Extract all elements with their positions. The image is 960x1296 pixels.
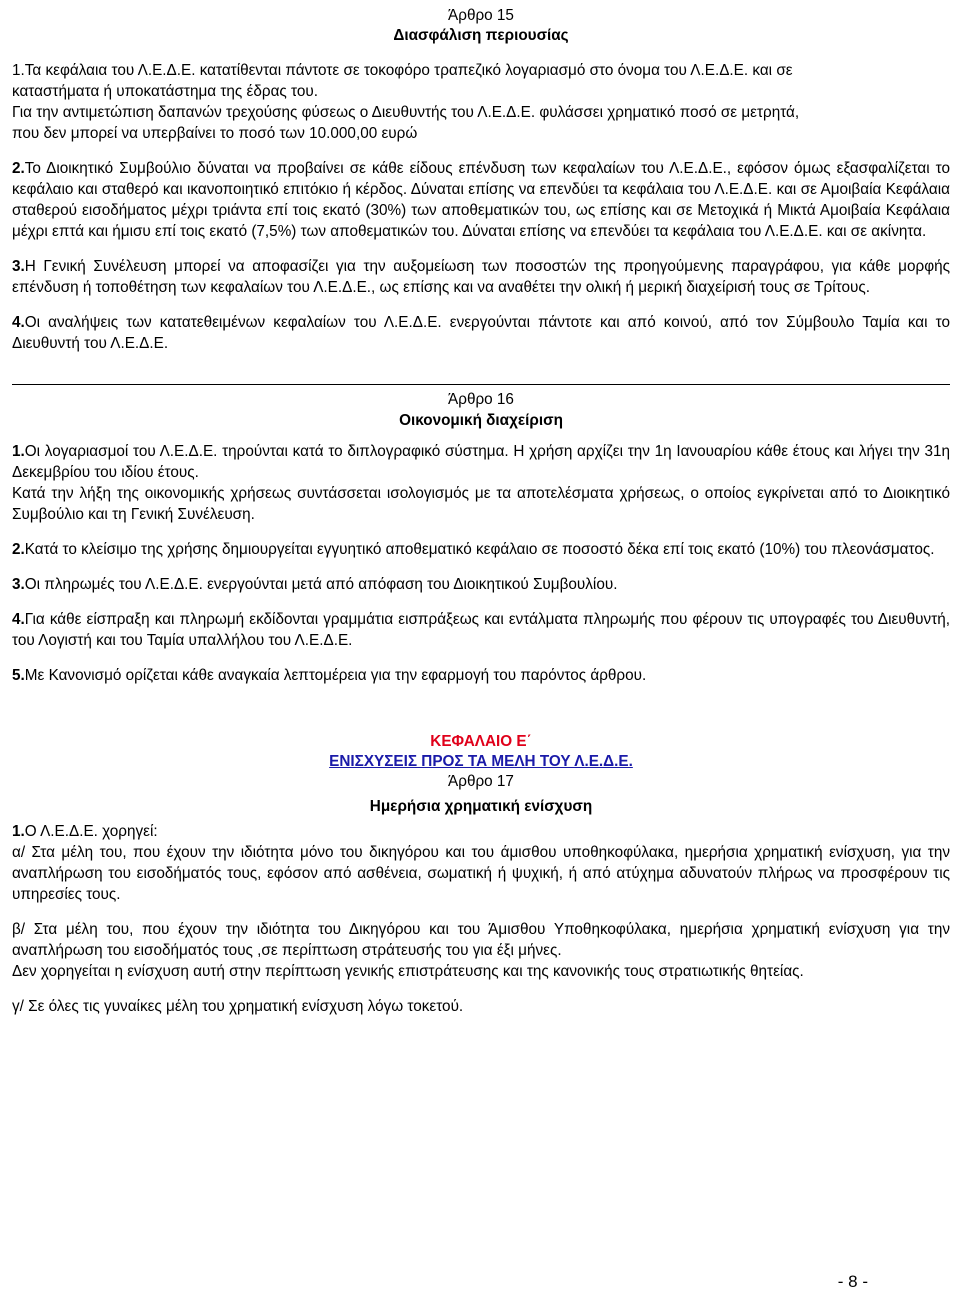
article-17-item-c: γ/ Σε όλες τις γυναίκες μέλη του χρηματική ενίσχυση λόγω τοκετού. [12,998,464,1015]
article-17-heading: Άρθρο 17 [448,773,514,790]
document-page [12,0,950,1017]
article-16-paragraph-2: 2.Κατά το κλείσιμο της χρήσης δημιουργείται εγγυητικό αποθεματικό κεφάλαιο σε ποσοστό δέκα επί τοις εκατό (10%) του πλεονάσματος. [12,541,935,558]
chapter-label: ΚΕΦΑΛΑΙΟ Ε΄ [430,733,532,750]
article-15-title: Διασφάλιση περιουσίας [393,27,569,44]
article-15-paragraph-1: 1.Τα κεφάλαια του Λ.Ε.Δ.Ε. κατατίθενται πάντοτε σε τοκοφόρο τραπεζικό λογαριασμό στο όνομα του Λ.Ε.Δ.Ε. και σε καταστήματα ή υποκατάστημα της έδρας του. Για την αντιμετώπιση δαπανών τρεχούσης φύσεως ο Διευθυντής του Λ.Ε.Δ.Ε. φυλάσσει χρηματικό ποσό σε μετρητά, που δεν μπορεί να υπερβαίνει το ποσό των 10.000,00 ευρώ [12,62,800,142]
article-16-paragraph-1: 1.Οι λογαριασμοί του Λ.Ε.Δ.Ε. τηρούνται κατά το διπλογραφικό σύστημα. Η χρήση αρχίζει την 1η Ιανουαρίου κάθε έτους και λήγει την 31η Δεκεμβρίου του ιδίου έτους. [12,443,950,481]
article-15-paragraph-4: 4.Οι αναλήψεις των κατατεθειμένων κεφαλαίων του Λ.Ε.Δ.Ε. ενεργούνται πάντοτε και από κοινού, από τον Σύμβουλο Ταμία και το Διευθυντή του Λ.Ε.Δ.Ε. [12,314,950,352]
article-16-title: Οικονομική διαχείριση [399,412,563,429]
article-17-paragraph-1: 1.Ο Λ.Ε.Δ.Ε. χορηγεί: [12,823,158,840]
chapter-title: ΕΝΙΣΧΥΣΕΙΣ ΠΡΟΣ ΤΑ ΜΕΛΗ ΤΟΥ Λ.Ε.Δ.Ε. [329,753,633,770]
article-17-item-b-note: Δεν χορηγείται η ενίσχυση αυτή στην περίπτωση γενικής επιστράτευσης και της κανονικής τους στρατιωτικής θητείας. [12,963,804,980]
article-16-paragraph-5: 5.Με Κανονισμό ορίζεται κάθε αναγκαία λεπτομέρεια για την εφαρμογή του παρόντος άρθρου. [12,667,647,684]
article-15-paragraph-3: 3.Η Γενική Συνέλευση μπορεί να αποφασίζει για την αυξομείωση των ποσοστών της προηγούμενης παραγράφου, για κάθε μορφής επένδυση ή τοποθέτηση των κεφαλαίων του Λ.Ε.Δ.Ε., ως επίσης και να αναθέτει την ολική ή μερική διαχείρισή τους σε Τρίτους. [12,258,950,296]
article-17-item-b: β/ Στα μέλη του, που έχουν την ιδιότητα του Δικηγόρου και του Άμισθου Υποθηκοφύλακα, ημερήσια χρηματική ενίσχυση για την αναπλήρωση του εισοδήματός τους ,σε περίπτωση στράτευσής του για έξι μήνες. [12,921,950,959]
article-16-paragraph-1b: Κατά την λήξη της οικονομικής χρήσεως συντάσσεται ισολογισμός με τα αποτελέσματα χρήσεως, ο οποίος εγκρίνεται από το Διοικητικό Συμβούλιο και τη Γενική Συνέλευση. [12,485,950,523]
article-17-item-a: α/ Στα μέλη του, που έχουν την ιδιότητα μόνο του δικηγόρου και του άμισθου υποθηκοφύλακα, ημερήσια χρηματική ενίσχυση, για την αναπλήρωση του εισοδήματός τους, εφόσον από ασθένεια, σωματική ή ψυχική, ή από ατύχημα αδυνατούν πλήρως να προσφέρουν τις υπηρεσίες τους. [12,844,950,903]
article-17-title: Ημερήσια χρηματική ενίσχυση [369,798,593,815]
article-16-heading: Άρθρο 16 [448,391,514,408]
article-16-paragraph-4: 4.Για κάθε είσπραξη και πληρωμή εκδίδονται γραμμάτια εισπράξεως και εντάλματα πληρωμής που φέρουν τις υπογραφές του Διευθυντή, του Λογιστή και του Ταμία υπαλλήλου του Λ.Ε.Δ.Ε. [12,611,950,649]
article-16-paragraph-3: 3.Οι πληρωμές του Λ.Ε.Δ.Ε. ενεργούνται μετά από απόφαση του Διοικητικού Συμβουλίου. [12,576,618,593]
article-15-heading: Άρθρο 15 [448,7,514,24]
article-15-paragraph-2: 2.Το Διοικητικό Συμβούλιο δύναται να προβαίνει σε κάθε είδους επένδυση των κεφαλαίων του Λ.Ε.Δ.Ε., εφόσον όμως εξασφαλίζεται το κεφάλαιο και σταθερό και ικανοποιητικό επιτόκιο ή κέρδος. Δύναται επίσης να επενδύει τα κεφάλαια του Λ.Ε.Δ.Ε. και σε Αμοιβαία Κεφάλαια σταθερού εισοδήματος μέχρι τριάντα επί τοις εκατό (30%) των αποθεματικών του, ως επίσης και σε Μετοχικά ή Μικτά Αμοιβαία Κεφάλαια μέχρι επτά και ήμισυ επί τοις εκατό (7,5%) των αποθεματικών του. Δύναται επίσης να επενδύει τα κεφάλαια του Λ.Ε.Δ.Ε. και σε ακίνητα. [12,160,950,240]
page-number: - 8 - [837,1272,868,1291]
